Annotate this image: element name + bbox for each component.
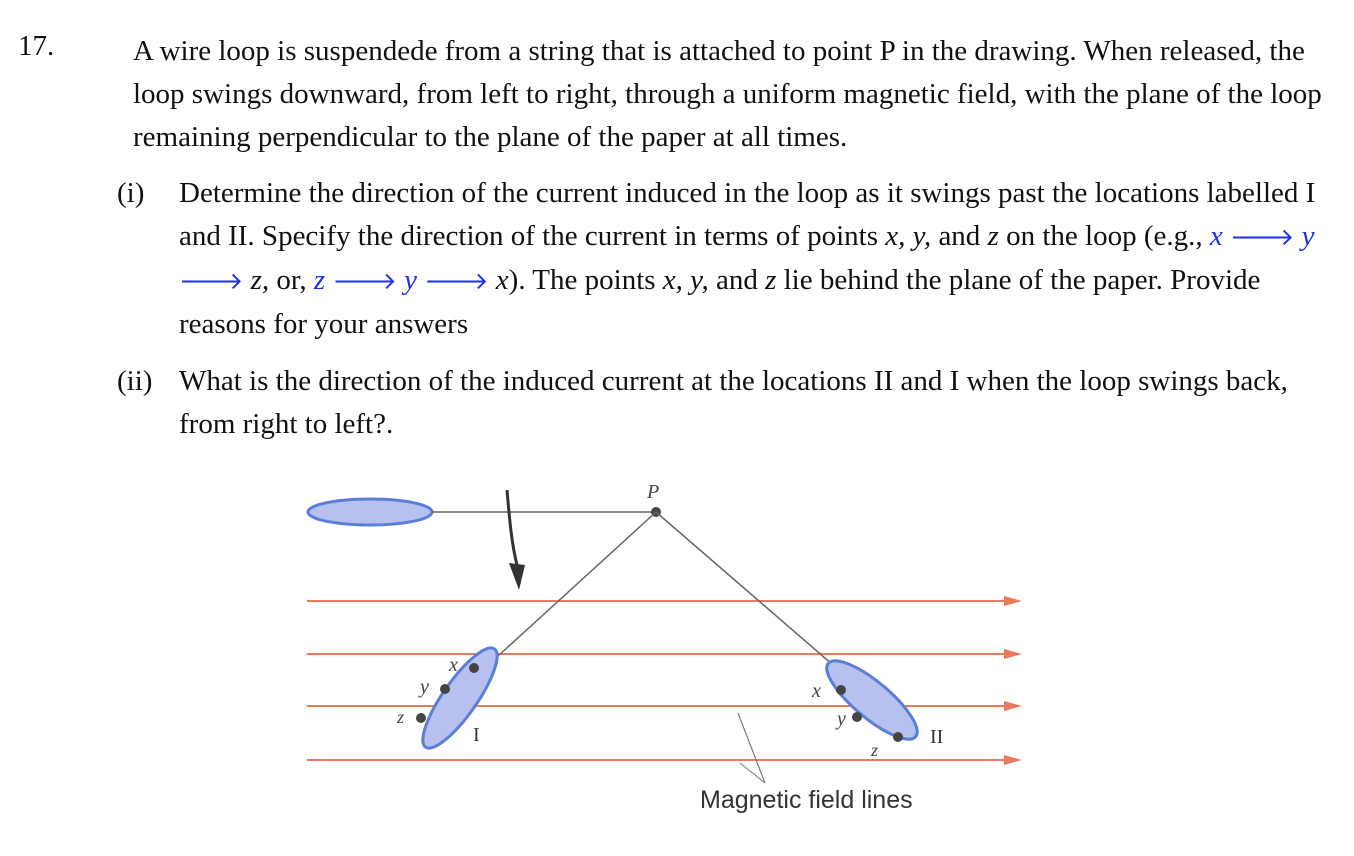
loop-II-label-y: y [837, 708, 846, 730]
field-arrowhead [1004, 649, 1022, 659]
loop-II-point-x [836, 685, 846, 695]
var-x: x, [885, 220, 906, 252]
magnetic-field-caption: Magnetic field lines [700, 786, 913, 814]
arrow-icon: 🡒 [1230, 223, 1295, 251]
or-word: or, [269, 264, 314, 296]
loop-I-point-y [440, 684, 450, 694]
loop-I-label-x: x [449, 654, 458, 676]
part-i-label: (i) [117, 177, 145, 209]
loop-I-label-z: z [397, 707, 405, 727]
question-number: 17. [18, 30, 55, 62]
loop-II-point-z [893, 732, 903, 742]
var-z: z [987, 220, 999, 252]
loop-II-point-y [852, 712, 862, 722]
arrow-icon: 🡒 [332, 267, 397, 295]
field-arrowhead [1004, 701, 1022, 711]
loop-I [396, 639, 508, 757]
location-I-label: I [473, 724, 480, 746]
question-intro: A wire loop is suspendede from a string that is attached to point P in the drawing. When released, the loop swings downward, from left to right, through a uniform magnetic field, with the plane of the loop remaining perpendicular to the plane of the paper at all times. [133, 35, 1322, 153]
arrow-icon: 🡒 [179, 267, 244, 295]
example-1-y: y [1301, 220, 1315, 252]
part-ii-label: (ii) [117, 365, 153, 397]
loop-II-label-z: z [871, 740, 879, 760]
swing-direction-arrow [507, 490, 517, 565]
part-ii-body: What is the direction of the induced current at the locations II and I when the loop swings back, from right to left?. [179, 365, 1288, 440]
location-II-label: II [930, 726, 944, 748]
example-2-z: z [313, 264, 326, 296]
pivot-label: P [647, 481, 660, 503]
field-arrowhead [1004, 596, 1022, 606]
loop-start [308, 499, 432, 525]
loop-II [811, 650, 943, 760]
example-2-x: x [495, 264, 509, 296]
example-2-y: y [404, 264, 417, 296]
loop-I-point-x [469, 663, 479, 673]
loop-I-label-y: y [420, 676, 429, 698]
magnetic-field-lines [307, 596, 1022, 765]
swing-arrowhead [509, 563, 525, 590]
string-to-loop-II [656, 512, 833, 665]
points-z: z [765, 264, 777, 296]
field-arrowhead [1004, 755, 1022, 765]
part-i-text-2: on the loop (e.g., [998, 220, 1210, 252]
example-1-z: z, [250, 264, 270, 296]
example-1-x: x [1209, 220, 1223, 252]
loop-II-ring [817, 650, 927, 751]
var-y: y, [912, 220, 932, 252]
part-i-text-1: Determine the direction of the current induced in the loop as it swings past the locations labelled I and II. Specify the direction of the current in terms of points [179, 177, 1316, 252]
points-y: y, [690, 264, 709, 296]
part-i-text-4: lie behind the plane of the paper. Provide reasons for your answers [179, 264, 1261, 340]
part-i-text-3: ). The points [508, 264, 663, 296]
loop-II-label-x: x [812, 680, 821, 702]
and-word: and [938, 220, 981, 252]
arrow-icon: 🡒 [424, 267, 489, 295]
points-x: x, [662, 264, 683, 296]
loop-I-ring [412, 639, 509, 757]
loop-I-point-z [416, 713, 426, 723]
points-and: and [708, 264, 766, 296]
